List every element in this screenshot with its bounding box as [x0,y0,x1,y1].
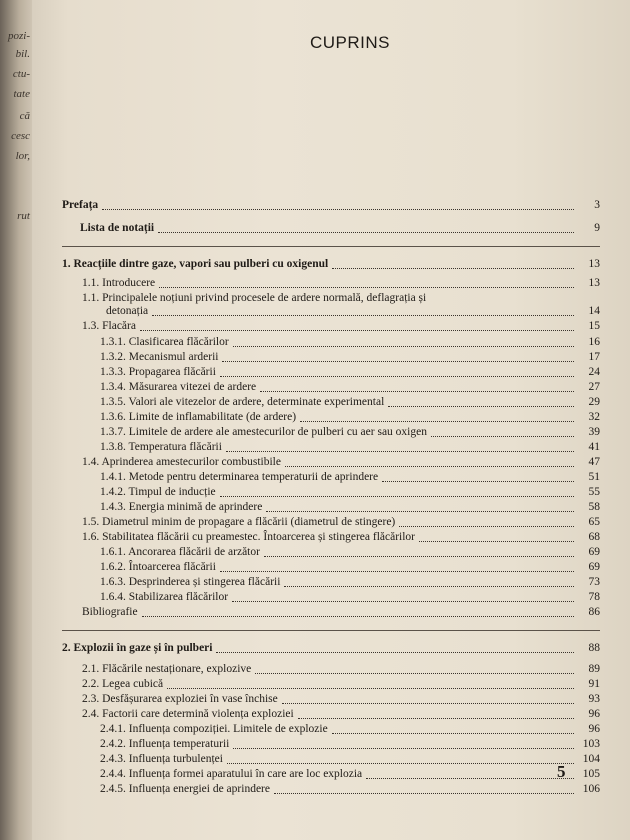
section-rule [62,630,600,631]
toc-entry [100,561,600,574]
toc-entry-title: 1.1. Introducere [82,277,156,289]
toc-entry-page: 13 [588,258,600,270]
dot-leader [285,465,574,467]
toc-entry [100,753,600,766]
toc-entry [82,606,600,619]
toc-entry-title: 1.6. Stabilitatea flăcării cu preamestec. Întoarcerea și stingerea flăcărilor [82,531,416,543]
document-page [32,0,630,840]
toc-entry [82,277,600,290]
toc-entry [100,426,600,439]
toc-entry-page: 29 [588,396,600,408]
toc-entry-title: Bibliografie [82,606,138,618]
toc-entry-page: 91 [588,678,600,690]
dot-leader [419,540,574,542]
adjacent-page-text: rut [17,210,30,222]
toc-entry-title: 1.3. Flacăra [82,320,136,332]
toc-entry [100,783,600,796]
toc-entry-page: 73 [588,576,600,588]
dot-leader [220,375,574,377]
dot-leader [233,345,574,347]
toc-entry-page: 13 [588,277,600,289]
dot-leader [300,420,574,422]
toc-entry [100,591,600,604]
toc-entry [100,738,600,751]
toc-entry [82,663,600,676]
toc-entry [100,723,600,736]
dot-leader [274,792,574,794]
toc-entry [82,292,600,305]
dot-leader [142,615,574,617]
toc-entry-title: 2. Explozii în gaze și în pulberi [62,642,213,654]
toc-entry-page: 96 [588,708,600,720]
dot-leader [332,267,574,269]
dot-leader [167,687,574,689]
dot-leader [233,747,574,749]
toc-entry-page: 51 [588,471,600,483]
toc-entry [82,531,600,544]
toc-entry [100,768,600,781]
adjacent-page-text: pozi- [8,30,30,42]
toc-entry-page: 9 [594,222,600,234]
toc-entry-page: 65 [588,516,600,528]
toc-entry-title: 1.6.2. Întoarcerea flăcării [100,561,216,573]
toc-entry-page: 96 [588,723,600,735]
toc-entry [62,199,600,212]
toc-entry-page: 86 [588,606,600,618]
dot-leader [216,651,574,653]
toc-entry-page: 105 [582,768,600,780]
toc-entry [82,516,600,529]
dot-leader [282,702,574,704]
toc-entry-page: 3 [594,199,600,211]
toc-entry-page: 17 [588,351,600,363]
toc-entry-page: 15 [588,320,600,332]
toc-entry-title: 2.4.3. Influența turbulenței [100,753,223,765]
toc-entry-page: 47 [588,456,600,468]
toc-entry-title: 1.3.3. Propagarea flăcării [100,366,216,378]
dot-leader [399,525,574,527]
dot-leader [226,450,574,452]
toc-entry-page: 24 [588,366,600,378]
toc-entry-title: 1.4.3. Energia minimă de aprindere [100,501,263,513]
toc-entry-page: 78 [588,591,600,603]
toc-entry-page: 103 [582,738,600,750]
toc-entry-title: 2.4.2. Influența temperaturii [100,738,230,750]
toc-entry-page: 27 [588,381,600,393]
toc-entry-title: 1.6.4. Stabilizarea flăcărilor [100,591,229,603]
dot-leader [158,231,574,233]
dot-leader [298,717,574,719]
toc-entry [82,708,600,721]
toc-entry [100,471,600,484]
toc-entry-title: 1.6.1. Ancorarea flăcării de arzător [100,546,260,558]
toc-entry-page: 68 [588,531,600,543]
section-rule [62,246,600,247]
toc-entry-title: Prefața [62,199,99,211]
toc-entry-title: 2.4.1. Influența compoziției. Limitele de explozie [100,723,328,735]
dot-leader [220,570,574,572]
dot-leader [431,435,574,437]
toc-entry-page: 41 [588,441,600,453]
toc-entry-title: Lista de notații [80,222,155,234]
toc-entry-title: 1.3.5. Valori ale vitezelor de ardere, determinate experimental [100,396,385,408]
toc-entry-page: 16 [588,336,600,348]
toc-entry-title: 1.4.2. Timpul de inducție [100,486,216,498]
dot-leader [232,600,574,602]
dot-leader [227,762,574,764]
dot-leader [222,360,574,362]
dot-leader [382,480,574,482]
toc-entry-title: 1.4.1. Metode pentru determinarea temperaturii de aprindere [100,471,379,483]
toc-entry-page: 104 [582,753,600,765]
toc-entry-page: 39 [588,426,600,438]
toc-entry-page: 14 [588,305,600,317]
toc-entry-page: 32 [588,411,600,423]
toc-entry-title: 1.4. Aprinderea amestecurilor combustibile [82,456,281,468]
toc-entry-title: 1.3.4. Măsurarea vitezei de ardere [100,381,257,393]
dot-leader [102,208,574,210]
toc-entry-page: 58 [588,501,600,513]
toc-entry-title: 2.4.4. Influența formei aparatului în care are loc explozia [100,768,363,780]
adjacent-page-text: bil. [15,48,30,60]
toc-entry-page: 93 [588,693,600,705]
toc-entry-title: detonația [106,305,149,317]
toc-entry-title: 2.2. Legea cubică [82,678,164,690]
toc-entry [82,693,600,706]
toc-entry [100,411,600,424]
toc-entry-title: 2.4.5. Influența energiei de aprindere [100,783,270,795]
dot-leader [266,510,574,512]
toc-entry-title: 2.4. Factorii care determină violența exploziei [82,708,294,720]
toc-entry-title: 1.3.7. Limitele de ardere ale amestecurilor de pulberi cu aer sau oxigen [100,426,427,438]
toc-entry-page: 69 [588,546,600,558]
toc-entry [100,366,600,379]
toc-entry [82,678,600,691]
toc-entry [62,642,600,655]
dot-leader [332,732,574,734]
toc-entry [62,258,600,271]
toc-entry-title: 2.1. Flăcările nestaționare, explozive [82,663,252,675]
toc-entry [100,336,600,349]
toc-entry-title: 1.3.6. Limite de inflamabilitate (de ardere) [100,411,297,423]
toc-entry [100,486,600,499]
dot-leader [264,555,574,557]
dot-leader [366,777,574,779]
toc-entry [82,320,600,333]
dot-leader [284,585,574,587]
toc-entry-page: 106 [582,783,600,795]
dot-leader [220,495,574,497]
adjacent-page-text: cesc [11,130,30,142]
toc-entry-title: 1.3.8. Temperatura flăcării [100,441,222,453]
table-of-contents [32,0,630,840]
page-title: CUPRINS [310,33,391,52]
toc-entry-title: 1.1. Principalele noțiuni privind procesele de ardere normală, deflagrația și [82,292,427,304]
toc-entry [106,305,600,318]
toc-entry [82,456,600,469]
dot-leader [255,672,574,674]
toc-entry [100,396,600,409]
toc-entry [100,441,600,454]
toc-entry-page: 55 [588,486,600,498]
toc-entry-page: 89 [588,663,600,675]
toc-entry [80,222,600,235]
adjacent-page-edge [0,0,32,840]
toc-entry [100,501,600,514]
dot-leader [260,390,574,392]
adjacent-page-text: lor, [15,150,30,162]
toc-entry-title: 1.5. Diametrul minim de propagare a flăcării (diametrul de stingere) [82,516,396,528]
toc-entry-title: 1. Reacțiile dintre gaze, vapori sau pulberi cu oxigenul [62,258,329,270]
toc-entry-title: 1.6.3. Desprinderea și stingerea flăcării [100,576,281,588]
dot-leader [388,405,574,407]
toc-entry [100,546,600,559]
toc-entry-title: 2.3. Desfășurarea exploziei în vase închise [82,693,278,705]
toc-entry [100,381,600,394]
toc-entry [100,576,600,589]
adjacent-page-text: ctu- [12,68,30,80]
toc-entry-page: 69 [588,561,600,573]
dot-leader [159,286,574,288]
dot-leader [140,329,574,331]
toc-entry-title: 1.3.2. Mecanismul arderii [100,351,219,363]
page-number: 5 [557,762,566,781]
toc-entry [100,351,600,364]
dot-leader [152,314,574,316]
toc-entry-title: 1.3.1. Clasificarea flăcărilor [100,336,229,348]
toc-entry-page: 88 [588,642,600,654]
adjacent-page-text: tate [13,88,30,100]
adjacent-page-text: că [19,110,30,122]
